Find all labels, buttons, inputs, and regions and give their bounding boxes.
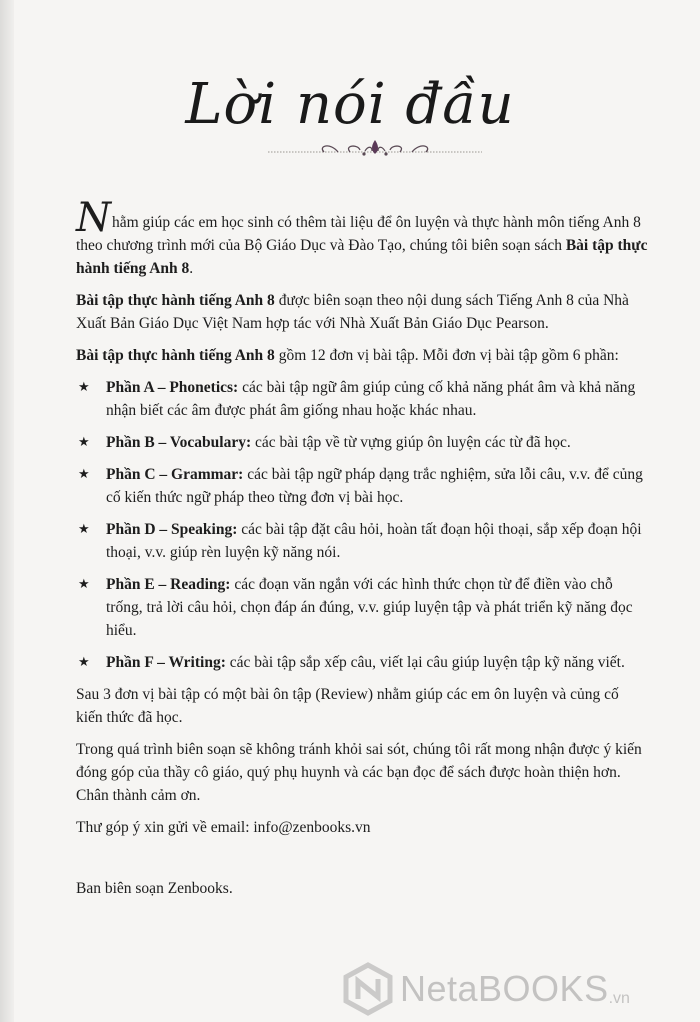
star-bullet-icon: ★ <box>78 380 90 395</box>
watermark <box>340 962 700 1016</box>
list-item <box>76 463 648 509</box>
section-label: Phần C – Grammar: <box>106 466 244 483</box>
section-label: Phần B – Vocabulary: <box>106 434 252 451</box>
list-item <box>76 376 648 422</box>
intro-book-title: Bài tập thực hành tiếng Anh 8 <box>76 237 648 277</box>
page-edge <box>0 0 14 1022</box>
paragraph-review: Sau 3 đơn vị bài tập có một bài ôn tập (Review) nhằm giúp các em ôn luyện và củng cố kiến thức đã học. <box>76 686 619 726</box>
section-text: các bài tập về từ vựng giúp ôn luyện các từ đã học. <box>251 434 571 451</box>
ornament-divider <box>268 136 482 160</box>
intro-paragraph <box>76 195 648 280</box>
netabooks-logo-icon <box>340 961 396 1017</box>
list-item <box>76 431 648 454</box>
list-item <box>76 573 648 642</box>
star-bullet-icon: ★ <box>78 577 90 592</box>
preface-body <box>76 195 648 909</box>
drop-cap: N <box>76 195 111 241</box>
list-item <box>76 651 648 674</box>
section-label: Phần E – Reading: <box>106 576 231 593</box>
section-label: Phần A – Phonetics: <box>106 379 239 396</box>
sections-list <box>76 376 648 674</box>
section-text: các bài tập đặt câu hỏi, hoàn tất đoạn hội thoại, sắp xếp đoạn hội thoại, v.v. giúp rèn luyện kỹ năng nói. <box>106 521 642 561</box>
watermark-brand: NetaBOOKS <box>400 968 609 1009</box>
paragraph-2 <box>76 289 648 335</box>
para3-book-title: Bài tập thực hành tiếng Anh 8 <box>76 347 275 364</box>
star-bullet-icon: ★ <box>78 435 90 450</box>
para2-book-title: Bài tập thực hành tiếng Anh 8 <box>76 292 275 309</box>
section-text: các bài tập ngữ pháp dạng trắc nghiệm, sửa lỗi câu, v.v. để củng cố kiến thức ngữ pháp theo từng đơn vị bài học. <box>106 466 643 506</box>
para3-text: gồm 12 đơn vị bài tập. Mỗi đơn vị bài tập gồm 6 phần: <box>274 347 619 364</box>
page-title: Lời nói đầu <box>185 72 515 137</box>
section-text: các bài tập sắp xếp câu, viết lại câu giúp luyện tập kỹ năng viết. <box>225 654 625 671</box>
para2-text: được biên soạn theo nội dung sách Tiếng Anh 8 của Nhà Xuất Bản Giáo Dục Việt Nam hợp tác với Nhà Xuất Bản Giáo Dục Pearson. <box>76 292 629 332</box>
list-item <box>76 518 648 564</box>
signature: Ban biên soạn Zenbooks. <box>76 880 233 897</box>
star-bullet-icon: ★ <box>78 522 90 537</box>
star-bullet-icon: ★ <box>78 655 90 670</box>
section-text: các đoạn văn ngắn với các hình thức chọn từ để điền vào chỗ trống, trả lời câu hỏi, chọn đáp án đúng, v.v. giúp luyện tập và phát triển kỹ năng đọc hiểu. <box>106 576 633 639</box>
watermark-suffix: .vn <box>608 990 630 1007</box>
section-label: Phần D – Speaking: <box>106 521 238 538</box>
paragraph-email: Thư góp ý xin gửi về email: info@zenbooks.vn <box>76 819 371 836</box>
paragraph-3 <box>76 344 648 367</box>
section-label: Phần F – Writing: <box>106 654 226 671</box>
intro-end: . <box>189 260 194 277</box>
intro-text: hằm giúp các em học sinh có thêm tài liệu để ôn luyện và thực hành môn tiếng Anh 8 theo chương trình mới của Bộ Giáo Dục và Đào Tạo, chúng tôi biên soạn sách <box>76 214 641 254</box>
section-text: các bài tập ngữ âm giúp củng cố khả năng phát âm và khả năng nhận biết các âm được phát âm giống nhau hoặc khác nhau. <box>106 379 636 419</box>
star-bullet-icon: ★ <box>78 467 90 482</box>
paragraph-feedback: Trong quá trình biên soạn sẽ không tránh khỏi sai sót, chúng tôi rất mong nhận được ý kiến đóng góp của thầy cô giáo, quý phụ huynh và các bạn đọc để sách được hoàn thiện hơn. Chân thành cảm ơn. <box>76 741 642 804</box>
